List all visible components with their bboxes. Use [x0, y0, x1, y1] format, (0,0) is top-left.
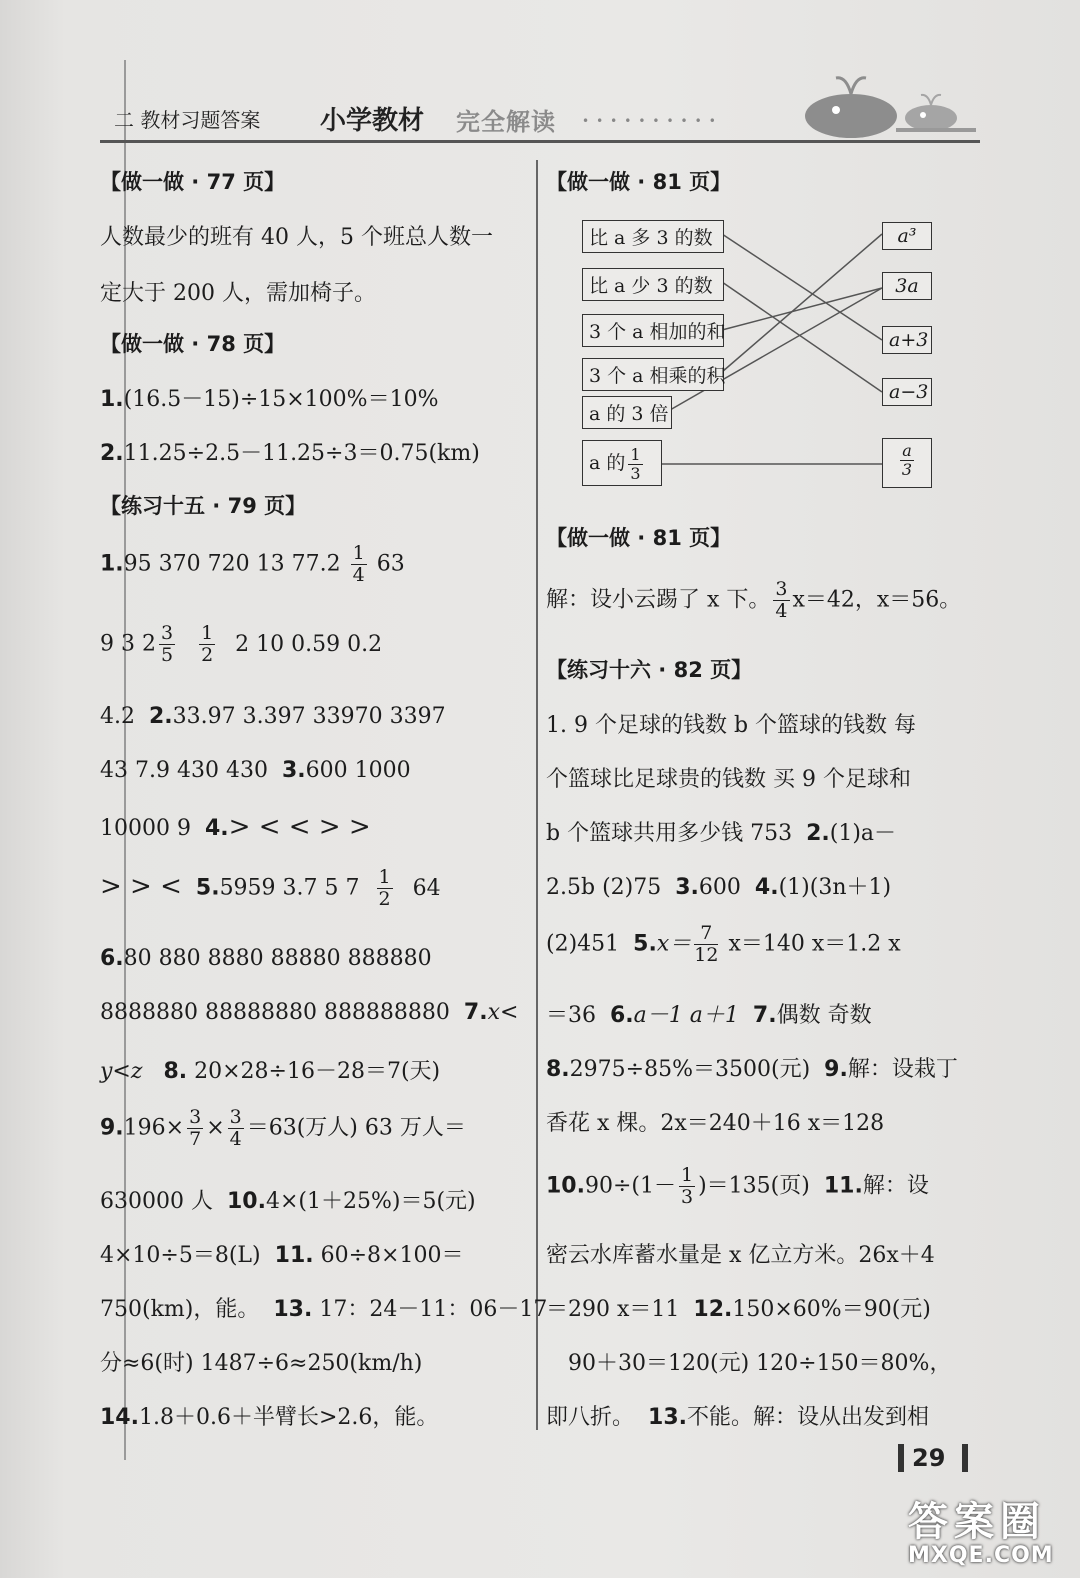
answer-line — [100, 624, 382, 665]
answer-line — [100, 946, 432, 971]
match-left-item — [582, 220, 724, 253]
answer-text: 11.25÷2.5－11.25÷3＝0.75(km) — [123, 441, 480, 466]
answer-text: 8888880 88888880 888888880 — [100, 1000, 450, 1025]
answer-text: × — [206, 1115, 225, 1141]
denominator: 2 — [378, 888, 391, 910]
answer-line: 1. 9 个足球的钱数 b 个篮球的钱数 每 — [546, 713, 917, 738]
section-title: 【做一做 · 81 页】 — [546, 170, 732, 194]
answer-line — [546, 816, 896, 847]
answer-text: 150×60%＝90(元) — [732, 1297, 931, 1322]
answer-line — [100, 544, 405, 585]
answer-text: 17：24－11：06－17 — [319, 1297, 548, 1322]
item-number: 5. — [633, 931, 657, 957]
match-label: a+3 — [889, 329, 929, 351]
fraction — [228, 1108, 244, 1149]
answer-line — [546, 870, 891, 901]
answer-line — [546, 998, 872, 1029]
answer-text: > < < > > — [228, 812, 371, 842]
fraction — [694, 924, 718, 965]
item-number: 8. — [163, 1059, 188, 1084]
answer-line — [100, 1000, 518, 1025]
answer-line — [546, 1292, 931, 1323]
item-number: 13. — [648, 1405, 687, 1430]
whale-logo-icon — [796, 72, 976, 138]
match-left-item — [582, 268, 724, 301]
section-title: 【练习十五 · 79 页】 — [100, 494, 307, 518]
fraction — [679, 1166, 695, 1207]
answer-line: 90＋30＝120(元) 120÷150＝80%， — [568, 1351, 952, 1376]
item-number: 2. — [149, 704, 173, 729]
left-column — [100, 160, 548, 1440]
numerator: 1 — [201, 622, 214, 644]
answer-line — [100, 704, 446, 729]
item-number: 1. — [100, 387, 124, 412]
match-label: a−3 — [889, 381, 929, 403]
fraction — [377, 868, 393, 909]
answer-text: 9 3 2 — [100, 631, 156, 657]
answer-line — [100, 436, 480, 467]
section-title: 【做一做 · 78 页】 — [100, 332, 286, 356]
match-left-item — [582, 358, 724, 391]
answer-text: 即八折。 — [546, 1405, 635, 1430]
answer-text: 解：设栽丁 — [847, 1057, 958, 1082]
answer-text: 64 — [412, 875, 441, 901]
numerator: 3 — [160, 622, 174, 644]
answer-text: x＝140 x＝1.2 x — [728, 931, 901, 957]
page-number-bar — [962, 1444, 968, 1472]
answer-text: 分≈6(时) 1487÷6≈250(km/h) — [100, 1351, 423, 1376]
numerator: a — [902, 441, 912, 460]
answer-line — [546, 924, 901, 965]
numerator: 3 — [229, 1106, 242, 1128]
answer-text: 60÷8×100＝ — [320, 1243, 464, 1268]
denominator: 3 — [630, 463, 641, 483]
match-label: a 的 3 倍 — [589, 403, 669, 425]
item-number: 10. — [226, 1189, 266, 1214]
watermark-url: MXQE.COM — [908, 1543, 1054, 1568]
item-number: 7. — [752, 1003, 777, 1028]
item-number: 13. — [273, 1297, 313, 1322]
answer-text: x< — [487, 1000, 519, 1025]
answer-line — [100, 1346, 422, 1377]
series-brand: 完全解读 — [456, 108, 556, 136]
denominator: 7 — [189, 1128, 202, 1150]
answer-text: 600 — [698, 875, 741, 900]
answer-text: y<z — [100, 1059, 143, 1084]
answer-text: 4.2 — [100, 704, 135, 729]
answer-text: 4×10÷5＝8(L) — [100, 1243, 261, 1268]
denominator: 3 — [901, 460, 913, 479]
answer-text: b 个篮球共用多少钱 753 — [546, 821, 793, 846]
match-left-item — [582, 314, 724, 347]
item-number: 9. — [100, 1115, 124, 1141]
item-number: 2. — [100, 441, 124, 466]
answer-text: (16.5－15)÷15×100%＝10% — [123, 387, 439, 412]
answer-text: 80 880 8880 88880 888880 — [123, 946, 432, 971]
answer-line — [100, 1184, 476, 1215]
answer-text: 90÷(1－ — [584, 1173, 676, 1199]
denominator: 12 — [694, 944, 719, 966]
answer-text: > > < — [100, 871, 182, 902]
denominator: 5 — [160, 644, 174, 666]
match-label: 比 a 多 3 的数 — [589, 227, 713, 249]
answer-line — [100, 812, 371, 842]
answer-text: 33.97 3.397 33970 3397 — [172, 704, 446, 729]
answer-text: 4×(1＋25%)＝5(元) — [265, 1189, 476, 1214]
column-divider — [536, 160, 538, 1430]
item-number: 3. — [675, 875, 699, 900]
section-title: 【做一做 · 77 页】 — [100, 170, 286, 194]
match-label: 3 个 a 相加的和 — [589, 321, 726, 343]
answer-line: 香花 x 棵。2x＝240＋16 x＝128 — [546, 1111, 885, 1136]
section-title: 【练习十六 · 82 页】 — [546, 658, 753, 682]
answer-text: 600 1000 — [305, 758, 411, 783]
answer-text: (2)451 — [546, 931, 620, 957]
answer-line — [546, 1400, 929, 1431]
answer-text: 解：设 — [862, 1173, 929, 1199]
numerator: 1 — [681, 1164, 694, 1186]
match-right-item — [882, 378, 932, 406]
page-header — [100, 96, 980, 143]
answer-text: a－1 a＋1 — [633, 1003, 739, 1028]
item-number: 7. — [463, 1000, 488, 1025]
answer-text: ＝290 x＝11 — [546, 1297, 680, 1322]
answer-text: ＝36 — [546, 1003, 596, 1028]
denominator: 4 — [352, 564, 365, 586]
answer-text: ＝63(万人) 63 万人＝ — [246, 1115, 466, 1141]
denominator: 4 — [775, 600, 788, 622]
item-number: 6. — [610, 1003, 634, 1028]
item-number: 1. — [100, 551, 124, 577]
answer-line — [100, 1400, 438, 1431]
fraction — [773, 580, 789, 621]
answer-text: 10000 9 — [100, 816, 191, 841]
answer-line: 个篮球比足球贵的钱数 买 9 个足球和 — [546, 767, 911, 792]
watermark-logo: 答案圈 — [908, 1499, 1046, 1545]
item-number: 5. — [195, 875, 220, 901]
answer-text: 95 370 720 13 77.2 — [123, 551, 341, 577]
item-number: 9. — [824, 1057, 848, 1082]
answer-text: 解：设小云踢了 x 下。 — [546, 587, 771, 613]
answer-line — [546, 580, 961, 621]
numerator: 1 — [352, 542, 365, 564]
fraction — [159, 624, 175, 665]
item-number: 10. — [546, 1173, 585, 1199]
answer-line — [100, 1292, 547, 1323]
answer-line — [100, 382, 438, 413]
page-number: 29 — [912, 1444, 946, 1472]
item-number: 11. — [823, 1173, 863, 1199]
answer-line — [546, 1052, 958, 1083]
answer-line — [100, 1054, 440, 1085]
denominator: 2 — [201, 644, 214, 666]
match-label: 比 a 少 3 的数 — [589, 275, 713, 297]
answer-text: 5959 3.7 5 7 — [219, 875, 360, 901]
numerator: 1 — [630, 444, 641, 464]
answer-text: 1.8＋0.6＋半臂长>2.6，能。 — [138, 1405, 439, 1430]
fraction — [199, 624, 215, 665]
answer-text: 不能。解：设从出发到相 — [687, 1405, 930, 1430]
fraction — [351, 544, 367, 585]
item-number: 4. — [204, 816, 229, 841]
answer-text: 63 — [376, 551, 405, 577]
item-number: 14. — [100, 1405, 139, 1430]
answer-text: x＝42，x＝56。 — [792, 587, 962, 613]
item-number: 11. — [274, 1243, 314, 1268]
answer-text: (1)a－ — [829, 821, 897, 846]
answer-line — [100, 1238, 463, 1269]
numerator: 3 — [189, 1106, 202, 1128]
answer-line — [546, 1166, 929, 1207]
match-label: 3 个 a 相乘的积 — [589, 365, 726, 387]
item-number: 4. — [754, 875, 779, 900]
page-number-bar — [898, 1444, 904, 1472]
answer-line: 密云水库蓄水量是 x 亿立方米。26x＋4 — [546, 1243, 935, 1268]
watermark — [908, 1490, 1054, 1568]
answer-text: 196× — [123, 1115, 185, 1141]
denominator: 3 — [681, 1186, 694, 1208]
answer-line — [100, 1108, 466, 1149]
text-line: 定大于 200 人，需加椅子。 — [100, 281, 376, 306]
numerator: 7 — [694, 924, 718, 945]
item-number: 12. — [693, 1297, 733, 1322]
match-right-item — [882, 438, 932, 488]
fraction — [900, 443, 914, 478]
match-left-item — [582, 396, 672, 429]
item-number: 6. — [100, 946, 124, 971]
match-label: 3a — [895, 275, 919, 297]
match-label: a³ — [897, 225, 917, 247]
answer-line — [100, 868, 441, 909]
item-number: 3. — [281, 758, 306, 783]
book-title: 小学教材 — [320, 106, 425, 136]
answer-text: 43 7.9 430 430 — [100, 758, 268, 783]
answer-text: 750(km)，能。 — [100, 1297, 260, 1322]
text-line: 人数最少的班有 40 人，5 个班总人数一 — [100, 225, 493, 250]
answer-text: 2975÷85%＝3500(元) — [569, 1057, 811, 1082]
answer-text: )＝135(页) — [698, 1173, 810, 1199]
match-left-item — [582, 440, 662, 486]
numerator: 3 — [775, 578, 788, 600]
answer-line — [100, 758, 411, 783]
answer-text: 20×28÷16－28＝7(天) — [194, 1059, 441, 1084]
header-dots: •••••••••• — [582, 114, 723, 128]
answer-text: x＝ — [656, 931, 692, 957]
fraction — [628, 444, 642, 483]
item-number: 8. — [546, 1057, 570, 1082]
match-label: a 的 — [589, 452, 626, 474]
answer-text: 2.5b (2)75 — [546, 875, 662, 900]
chapter-label: 二 教材习题答案 — [114, 108, 261, 132]
answer-text: 2 10 0.59 0.2 — [235, 631, 383, 657]
match-right-item — [882, 272, 932, 300]
match-right-item — [882, 326, 932, 354]
answer-text: (1)(3n＋1) — [778, 875, 892, 900]
fraction — [187, 1108, 203, 1149]
answer-text: 630000 人 — [100, 1189, 213, 1214]
match-right-item — [882, 222, 932, 250]
right-column — [546, 160, 980, 1440]
item-number: 2. — [806, 821, 830, 846]
answer-text: 偶数 奇数 — [776, 1003, 872, 1028]
numerator: 1 — [378, 866, 391, 888]
section-title: 【做一做 · 81 页】 — [546, 526, 732, 550]
denominator: 4 — [229, 1128, 242, 1150]
